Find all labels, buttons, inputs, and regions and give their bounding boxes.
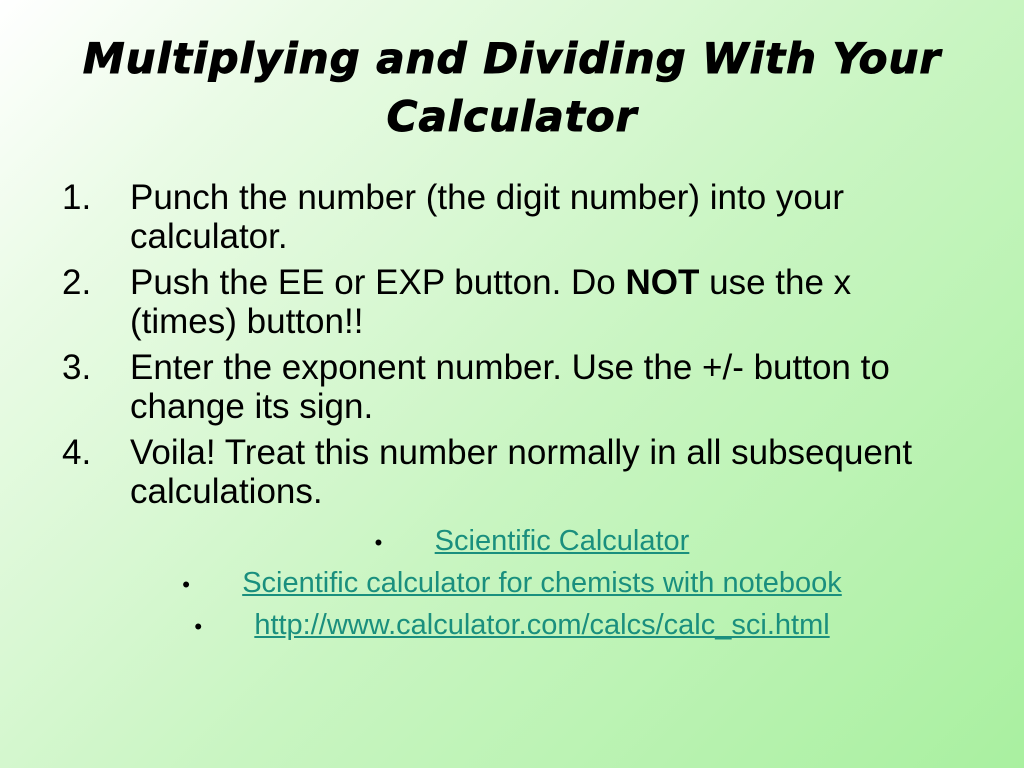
- step-number: 3.: [62, 348, 92, 387]
- step-number: 2.: [62, 263, 92, 302]
- scientific-calculator-link[interactable]: Scientific Calculator: [434, 525, 690, 557]
- slide-title: Multiplying and Dividing With Your Calculator: [82, 34, 942, 141]
- step-number: 1.: [62, 178, 92, 217]
- list-item: [0, 605, 1024, 647]
- step-text-after: use the x (times) button!!: [130, 263, 852, 341]
- step-text: [130, 263, 851, 341]
- step-text: Punch the number (the digit number) into your calculator.: [130, 178, 844, 256]
- step-number: 4.: [62, 433, 92, 472]
- step-text: Enter the exponent number. Use the +/- button to change its sign.: [130, 348, 890, 426]
- step-text-before: Push the EE or EXP button. Do: [130, 263, 626, 302]
- list-item: [0, 521, 1024, 563]
- list-item: [62, 263, 962, 341]
- steps-list: [62, 178, 962, 518]
- list-item: [62, 348, 962, 426]
- list-item: [62, 178, 962, 256]
- step-text: Voila! Treat this number normally in all subsequent calculations.: [130, 433, 913, 511]
- bullet-icon: •: [194, 614, 203, 639]
- list-item: [0, 563, 1024, 605]
- calculator-url-link[interactable]: http://www.calculator.com/calcs/calc_sci.html: [254, 609, 830, 641]
- bullet-icon: •: [182, 572, 190, 597]
- step-text-emphasis: NOT: [625, 263, 700, 302]
- links-list: [0, 521, 1024, 647]
- list-item: [62, 433, 962, 511]
- chemists-calculator-link[interactable]: Scientific calculator for chemists with notebook: [242, 567, 842, 599]
- bullet-icon: •: [374, 530, 383, 555]
